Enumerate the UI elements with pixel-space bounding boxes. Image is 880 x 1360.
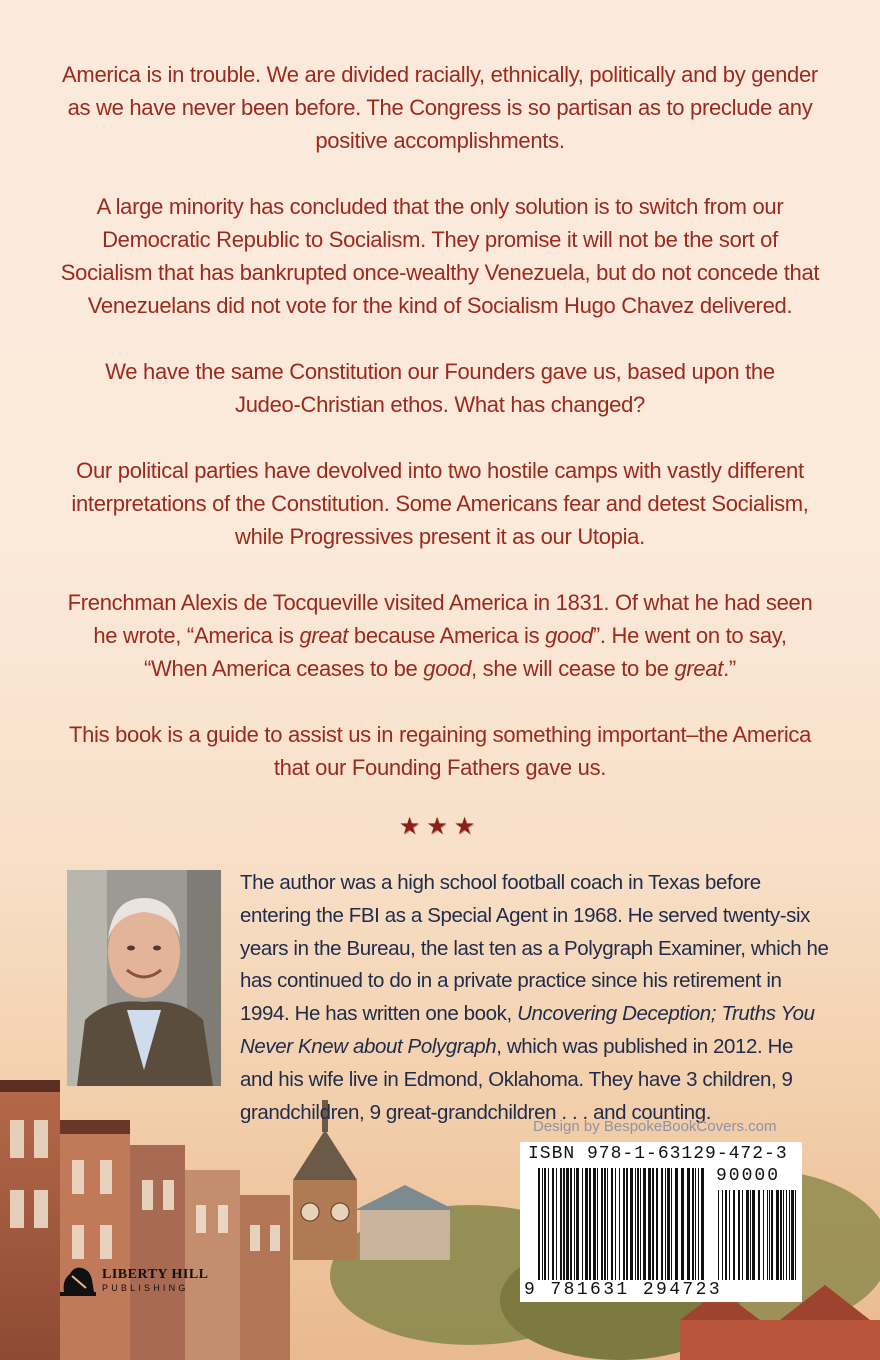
book-title: Uncovering Deception; Truths You Never Knew about Polygraph <box>240 1002 815 1058</box>
bell-icon <box>58 1262 98 1298</box>
blurb-paragraph-6-line-1: This book is a guide to assist us in regaining something important–the America <box>68 722 812 747</box>
bio-part-a: The author was a high school football coach in Texas before entering the FBI as a Special Agent in 1968. He served twenty-six years in the Bureau, the last ten as a Polygraph Examiner, which he has continued to do in a private practice since his retirement in 1994. He has written one book, <box>240 871 829 1026</box>
bio-part-b: , which was published in 2012. He and his wife live in Edmond, Oklahoma. They have 3 children, 9 grandchildren, 9 great-grandchildren . . . and counting. <box>240 1034 794 1124</box>
star-divider: ★★★ <box>398 813 482 840</box>
blurb <box>60 58 820 817</box>
quote-part-a: Frenchman Alexis de Tocqueville visited America in 1831. Of what he had seen he wrote, “America is <box>67 590 813 648</box>
publisher-logo <box>58 1262 209 1298</box>
blurb-paragraph-6-line-2: that our Founding Fathers gave us. <box>273 755 607 780</box>
isbn-barcode <box>520 1142 802 1302</box>
publisher-line-2: PUBLISHING <box>102 1282 189 1293</box>
quote-part-b: because America is <box>348 623 546 648</box>
publisher-name <box>102 1268 209 1293</box>
blurb-paragraph-2: A large minority has concluded that the only solution is to switch from our Democratic Republic to Socialism. They promise it will not be the sort of Socialism that has bankrupted once-wealthy Venezuela, but do not concede that Venezuelans did not vote for the kind of Socialism Hugo Chavez delivered. <box>60 194 820 318</box>
blurb-paragraph-3 <box>60 355 820 421</box>
barcode-bars <box>520 1142 802 1302</box>
barcode-digits: 9 781631 294723 <box>524 1280 723 1300</box>
quote-good-1: good <box>545 623 593 648</box>
quote-great-2: great <box>674 656 724 681</box>
blurb-paragraph-3-line-2: Judeo-Christian ethos. What has changed? <box>235 392 645 417</box>
quote-good-2: good <box>423 656 472 681</box>
quote-great-1: great <box>299 623 349 648</box>
blurb-paragraph-3-line-1: We have the same Constitution our Founders gave us, based upon the <box>105 359 775 384</box>
quote-part-d: , she will cease to be <box>471 656 675 681</box>
publisher-line-1: LIBERTY HILL <box>102 1266 209 1282</box>
blurb-paragraph-4: Our political parties have devolved into two hostile camps with vastly different interpretations of the Constitution. Some Americans fear and detest Socialism, while Progressives present it as our Utopia. <box>71 458 809 549</box>
isbn-label: ISBN 978-1-63129-472-3 <box>528 1144 788 1164</box>
blurb-paragraph-1: America is in trouble. We are divided racially, ethnically, politically and by gender as we have never been before. The Congress is so partisan as to preclude any positive accomplishments. <box>62 62 818 153</box>
blurb-paragraph-5 <box>60 586 820 685</box>
blurb-paragraph-6 <box>60 718 820 784</box>
design-credit: Design by BespokeBookCovers.com <box>533 1118 777 1135</box>
author-photo <box>67 870 221 1086</box>
quote-part-e: .” <box>723 656 736 681</box>
author-bio <box>240 867 830 1129</box>
price-addon: 90000 <box>716 1166 781 1186</box>
quote-part-c: ”. He went on to say, “When America ceases to be <box>144 623 787 681</box>
